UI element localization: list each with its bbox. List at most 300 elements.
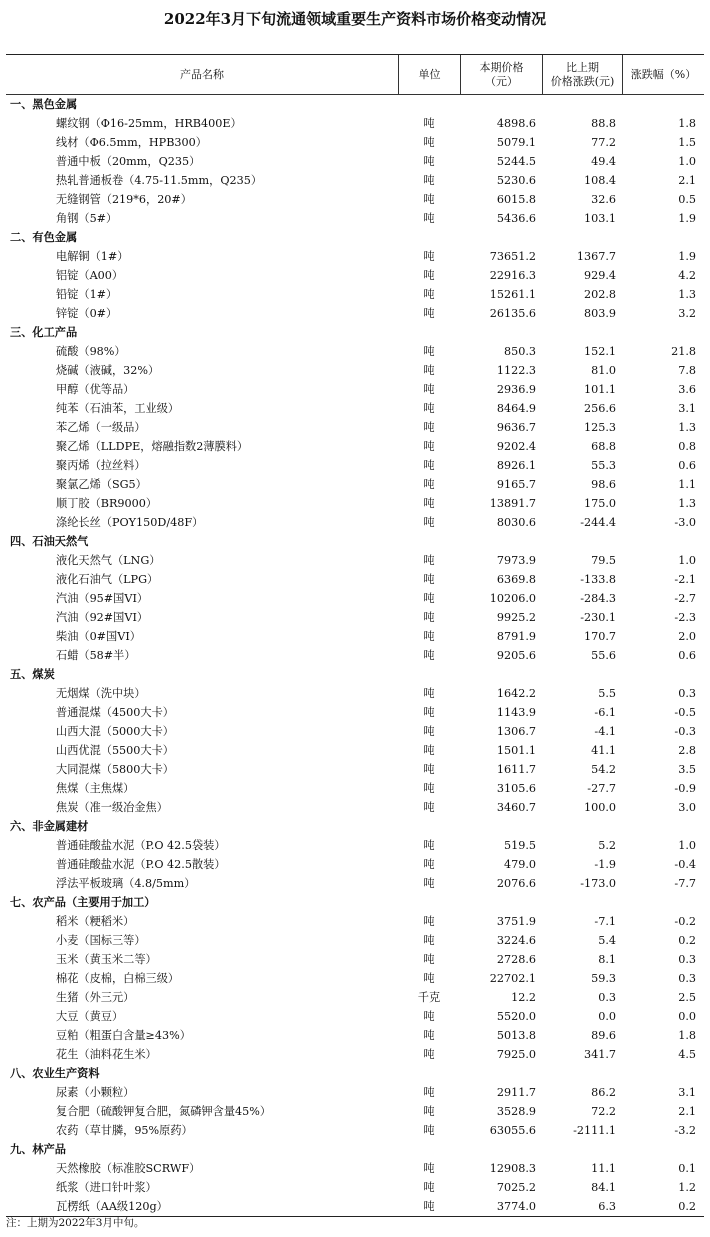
table-row bbox=[6, 798, 704, 817]
change-cell: 6.3 bbox=[598, 1200, 616, 1213]
percent-cell: 1.3 bbox=[678, 288, 696, 301]
table-row bbox=[6, 1197, 704, 1216]
unit-cell bbox=[398, 95, 460, 114]
product-name: 棉花（皮棉，白棉三级） bbox=[56, 972, 180, 985]
table-row bbox=[6, 836, 704, 855]
product-name: 焦炭（准一级冶金焦） bbox=[56, 801, 168, 814]
change-cell: 11.1 bbox=[591, 1162, 616, 1175]
product-name: 铝锭（A00） bbox=[56, 269, 124, 282]
table-row bbox=[6, 361, 704, 380]
product-name: 纯苯（石油苯，工业级） bbox=[56, 402, 180, 415]
percent-cell bbox=[622, 95, 704, 114]
product-name: 烧碱（液碱，32%） bbox=[56, 364, 160, 377]
price-cell: 1143.9 bbox=[496, 706, 536, 719]
change-cell: -27.7 bbox=[587, 782, 616, 795]
unit-cell: 吨 bbox=[423, 1029, 435, 1042]
price-cell: 7973.9 bbox=[496, 554, 536, 567]
category-name: 八、农业生产资料 bbox=[10, 1066, 100, 1080]
category-row bbox=[6, 1140, 704, 1159]
change-cell bbox=[542, 893, 622, 912]
unit-cell: 吨 bbox=[423, 554, 435, 567]
price-cell: 22702.1 bbox=[489, 972, 536, 985]
percent-cell: 4.5 bbox=[678, 1048, 696, 1061]
table-row bbox=[6, 380, 704, 399]
table-row bbox=[6, 646, 704, 665]
percent-cell: 0.3 bbox=[678, 687, 696, 700]
percent-cell bbox=[622, 228, 704, 247]
percent-cell: 1.5 bbox=[678, 136, 696, 149]
change-cell: 72.2 bbox=[591, 1105, 616, 1118]
product-name: 生猪（外三元） bbox=[56, 991, 135, 1004]
change-cell bbox=[542, 1140, 622, 1159]
unit-cell: 吨 bbox=[423, 1200, 435, 1213]
percent-cell: 0.8 bbox=[678, 440, 696, 453]
price-cell: 7925.0 bbox=[496, 1048, 536, 1061]
header-price-change bbox=[542, 55, 622, 94]
change-cell: 41.1 bbox=[591, 744, 616, 757]
product-name: 浮法平板玻璃（4.8/5mm） bbox=[56, 877, 196, 890]
percent-cell: -0.4 bbox=[674, 858, 696, 871]
price-cell: 2728.6 bbox=[496, 953, 536, 966]
price-cell: 15261.1 bbox=[489, 288, 536, 301]
change-cell: 0.0 bbox=[598, 1010, 616, 1023]
percent-cell: -2.3 bbox=[674, 611, 696, 624]
change-cell: 81.0 bbox=[591, 364, 616, 377]
product-name: 纸浆（进口针叶浆） bbox=[56, 1181, 157, 1194]
change-cell bbox=[542, 1064, 622, 1083]
change-cell: 5.5 bbox=[598, 687, 616, 700]
unit-cell: 吨 bbox=[423, 440, 435, 453]
price-cell: 4898.6 bbox=[496, 117, 536, 130]
price-cell: 1642.2 bbox=[496, 687, 536, 700]
table-row bbox=[6, 551, 704, 570]
category-row bbox=[6, 893, 704, 912]
change-cell bbox=[542, 323, 622, 342]
price-cell: 3224.6 bbox=[496, 934, 536, 947]
product-name: 尿素（小颗粒） bbox=[56, 1086, 135, 1099]
unit-cell: 吨 bbox=[423, 687, 435, 700]
unit-cell: 吨 bbox=[423, 1124, 435, 1137]
price-cell bbox=[460, 665, 542, 684]
category-name: 五、煤炭 bbox=[10, 667, 55, 681]
table-row bbox=[6, 513, 704, 532]
unit-cell: 吨 bbox=[423, 383, 435, 396]
price-cell: 3751.9 bbox=[496, 915, 536, 928]
price-cell: 13891.7 bbox=[489, 497, 536, 510]
change-cell: -230.1 bbox=[580, 611, 616, 624]
percent-cell: 4.2 bbox=[678, 269, 696, 282]
unit-cell: 吨 bbox=[423, 801, 435, 814]
unit-cell: 吨 bbox=[423, 345, 435, 358]
table-row bbox=[6, 494, 704, 513]
price-cell: 479.0 bbox=[503, 858, 536, 871]
price-cell: 519.5 bbox=[503, 839, 536, 852]
change-cell: 5.4 bbox=[598, 934, 616, 947]
price-cell: 9636.7 bbox=[496, 421, 536, 434]
price-cell: 6369.8 bbox=[496, 573, 536, 586]
change-cell: 101.1 bbox=[583, 383, 616, 396]
price-cell bbox=[460, 817, 542, 836]
change-cell: 8.1 bbox=[598, 953, 616, 966]
category-row bbox=[6, 323, 704, 342]
percent-cell bbox=[622, 1140, 704, 1159]
product-name: 聚氯乙烯（SG5） bbox=[56, 478, 147, 491]
price-cell: 9205.6 bbox=[496, 649, 536, 662]
percent-cell bbox=[622, 323, 704, 342]
change-cell: 103.1 bbox=[583, 212, 616, 225]
product-name: 小麦（国标三等） bbox=[56, 934, 146, 947]
price-cell bbox=[460, 893, 542, 912]
unit-cell bbox=[398, 532, 460, 551]
product-name: 稻米（粳稻米） bbox=[56, 915, 135, 928]
unit-cell: 吨 bbox=[423, 839, 435, 852]
change-cell: -133.8 bbox=[580, 573, 616, 586]
percent-cell bbox=[622, 817, 704, 836]
table-header bbox=[6, 55, 704, 95]
unit-cell: 吨 bbox=[423, 1010, 435, 1023]
product-name: 汽油（92#国VI） bbox=[56, 611, 149, 624]
unit-cell: 吨 bbox=[423, 402, 435, 415]
change-cell: 5.2 bbox=[598, 839, 616, 852]
unit-cell: 吨 bbox=[423, 744, 435, 757]
header-change-percent: 涨跌幅（%） bbox=[622, 55, 704, 94]
change-cell: 175.0 bbox=[583, 497, 616, 510]
unit-cell: 吨 bbox=[423, 516, 435, 529]
price-cell: 2076.6 bbox=[496, 877, 536, 890]
product-name: 玉米（黄玉米二等） bbox=[56, 953, 157, 966]
table-row bbox=[6, 1102, 704, 1121]
product-name: 普通中板（20mm，Q235） bbox=[56, 155, 201, 168]
product-name: 天然橡胶（标准胶SCRWF） bbox=[56, 1162, 201, 1175]
percent-cell: 7.8 bbox=[678, 364, 696, 377]
price-cell bbox=[460, 532, 542, 551]
change-cell: 256.6 bbox=[583, 402, 616, 415]
table-row bbox=[6, 342, 704, 361]
unit-cell bbox=[398, 1140, 460, 1159]
category-row bbox=[6, 532, 704, 551]
table-row bbox=[6, 627, 704, 646]
percent-cell: -0.5 bbox=[674, 706, 696, 719]
product-name: 硫酸（98%） bbox=[56, 345, 126, 358]
unit-cell: 吨 bbox=[423, 117, 435, 130]
product-name: 大同混煤（5800大卡） bbox=[56, 763, 174, 776]
product-name: 热轧普通板卷（4.75-11.5mm，Q235） bbox=[56, 174, 263, 187]
percent-cell: 1.9 bbox=[678, 250, 696, 263]
percent-cell: -3.2 bbox=[674, 1124, 696, 1137]
price-cell: 8464.9 bbox=[496, 402, 536, 415]
percent-cell: 2.0 bbox=[678, 630, 696, 643]
price-cell: 5230.6 bbox=[496, 174, 536, 187]
unit-cell: 吨 bbox=[423, 573, 435, 586]
unit-cell: 吨 bbox=[423, 782, 435, 795]
percent-cell: 3.0 bbox=[678, 801, 696, 814]
price-cell: 1501.1 bbox=[496, 744, 536, 757]
product-name: 瓦楞纸（AA级120g） bbox=[56, 1200, 168, 1213]
change-cell: 98.6 bbox=[591, 478, 616, 491]
price-cell: 5436.6 bbox=[496, 212, 536, 225]
price-cell: 2911.7 bbox=[496, 1086, 536, 1099]
table-row bbox=[6, 722, 704, 741]
change-cell: -284.3 bbox=[580, 592, 616, 605]
percent-cell: 1.3 bbox=[678, 497, 696, 510]
percent-cell bbox=[622, 893, 704, 912]
percent-cell: 21.8 bbox=[671, 345, 696, 358]
unit-cell: 吨 bbox=[423, 155, 435, 168]
percent-cell: 0.1 bbox=[678, 1162, 696, 1175]
category-name: 六、非金属建材 bbox=[10, 819, 89, 833]
change-cell: 170.7 bbox=[583, 630, 616, 643]
percent-cell: 0.2 bbox=[678, 934, 696, 947]
percent-cell: -7.7 bbox=[674, 877, 696, 890]
table-row bbox=[6, 779, 704, 798]
change-cell: 88.8 bbox=[591, 117, 616, 130]
percent-cell: 1.1 bbox=[678, 478, 696, 491]
percent-cell: 1.0 bbox=[678, 839, 696, 852]
unit-cell: 吨 bbox=[423, 763, 435, 776]
table-row bbox=[6, 456, 704, 475]
price-cell: 3528.9 bbox=[496, 1105, 536, 1118]
table-row bbox=[6, 1121, 704, 1140]
change-cell: -244.4 bbox=[580, 516, 616, 529]
price-cell: 850.3 bbox=[503, 345, 536, 358]
change-cell: 86.2 bbox=[591, 1086, 616, 1099]
percent-cell: 3.5 bbox=[678, 763, 696, 776]
percent-cell: -2.7 bbox=[674, 592, 696, 605]
product-name: 锌锭（0#） bbox=[56, 307, 118, 320]
change-cell: 68.8 bbox=[591, 440, 616, 453]
change-cell: 152.1 bbox=[583, 345, 616, 358]
change-cell: -173.0 bbox=[580, 877, 616, 890]
unit-cell: 吨 bbox=[423, 497, 435, 510]
price-cell: 63055.6 bbox=[489, 1124, 536, 1137]
unit-cell: 吨 bbox=[423, 421, 435, 434]
change-cell: 0.3 bbox=[598, 991, 616, 1004]
product-name: 花生（油料花生米） bbox=[56, 1048, 157, 1061]
table-row bbox=[6, 475, 704, 494]
unit-cell bbox=[398, 323, 460, 342]
table-row bbox=[6, 418, 704, 437]
product-name: 山西优混（5500大卡） bbox=[56, 744, 174, 757]
category-row bbox=[6, 95, 704, 114]
category-row bbox=[6, 1064, 704, 1083]
table-row bbox=[6, 190, 704, 209]
price-cell: 12.2 bbox=[511, 991, 536, 1004]
unit-cell: 吨 bbox=[423, 592, 435, 605]
price-cell: 5520.0 bbox=[496, 1010, 536, 1023]
change-cell: 49.4 bbox=[591, 155, 616, 168]
product-name: 普通硅酸盐水泥（P.O 42.5散装） bbox=[56, 858, 226, 871]
change-cell: 1367.7 bbox=[576, 250, 616, 263]
table-row bbox=[6, 1007, 704, 1026]
unit-cell: 吨 bbox=[423, 212, 435, 225]
price-table bbox=[6, 54, 704, 1217]
change-cell: 84.1 bbox=[591, 1181, 616, 1194]
header-current-price bbox=[460, 55, 542, 94]
unit-cell: 吨 bbox=[423, 934, 435, 947]
unit-cell: 吨 bbox=[423, 1048, 435, 1061]
product-name: 聚乙烯（LLDPE，熔融指数2薄膜料） bbox=[56, 440, 249, 453]
change-cell: 77.2 bbox=[591, 136, 616, 149]
table-row bbox=[6, 247, 704, 266]
product-name: 涤纶长丝（POY150D/48F） bbox=[56, 516, 204, 529]
price-cell: 3460.7 bbox=[496, 801, 536, 814]
price-cell: 1306.7 bbox=[496, 725, 536, 738]
unit-cell: 吨 bbox=[423, 1105, 435, 1118]
product-name: 山西大混（5000大卡） bbox=[56, 725, 174, 738]
table-row bbox=[6, 703, 704, 722]
unit-cell: 吨 bbox=[423, 364, 435, 377]
product-name: 无烟煤（洗中块） bbox=[56, 687, 146, 700]
change-cell: 54.2 bbox=[591, 763, 616, 776]
change-cell bbox=[542, 95, 622, 114]
table-row bbox=[6, 684, 704, 703]
price-cell: 8030.6 bbox=[496, 516, 536, 529]
percent-cell: 0.0 bbox=[678, 1010, 696, 1023]
unit-cell: 吨 bbox=[423, 1181, 435, 1194]
unit-cell: 吨 bbox=[423, 1162, 435, 1175]
table-row bbox=[6, 874, 704, 893]
percent-cell: 3.2 bbox=[678, 307, 696, 320]
header-current-price-label: 本期价格 （元） bbox=[479, 60, 524, 88]
header-unit: 单位 bbox=[398, 55, 460, 94]
unit-cell: 吨 bbox=[423, 136, 435, 149]
unit-cell: 吨 bbox=[423, 307, 435, 320]
category-row bbox=[6, 817, 704, 836]
product-name: 甲醇（优等品） bbox=[56, 383, 135, 396]
change-cell: -2111.1 bbox=[573, 1124, 616, 1137]
table-row bbox=[6, 133, 704, 152]
product-name: 普通硅酸盐水泥（P.O 42.5袋装） bbox=[56, 839, 226, 852]
price-cell: 3774.0 bbox=[496, 1200, 536, 1213]
change-cell bbox=[542, 817, 622, 836]
table-row bbox=[6, 912, 704, 931]
unit-cell: 吨 bbox=[423, 193, 435, 206]
category-name: 九、林产品 bbox=[10, 1142, 66, 1156]
percent-cell: 1.0 bbox=[678, 155, 696, 168]
change-cell: 125.3 bbox=[583, 421, 616, 434]
percent-cell: -0.3 bbox=[674, 725, 696, 738]
change-cell: 55.6 bbox=[591, 649, 616, 662]
footnote: 注：上期为2022年3月中旬。 bbox=[6, 1217, 145, 1229]
table-row bbox=[6, 1026, 704, 1045]
percent-cell: 0.3 bbox=[678, 972, 696, 985]
table-row bbox=[6, 1178, 704, 1197]
price-cell: 26135.6 bbox=[489, 307, 536, 320]
unit-cell: 吨 bbox=[423, 174, 435, 187]
change-cell: 100.0 bbox=[583, 801, 616, 814]
category-name: 四、石油天然气 bbox=[10, 534, 89, 548]
percent-cell: -2.1 bbox=[674, 573, 696, 586]
price-cell: 9925.2 bbox=[496, 611, 536, 624]
product-name: 焦煤（主焦煤） bbox=[56, 782, 135, 795]
price-cell: 6015.8 bbox=[496, 193, 536, 206]
change-cell: -7.1 bbox=[594, 915, 616, 928]
price-cell bbox=[460, 323, 542, 342]
product-name: 复合肥（硫酸钾复合肥，氮磷钾含量45%） bbox=[56, 1105, 272, 1118]
table-row bbox=[6, 209, 704, 228]
table-row bbox=[6, 760, 704, 779]
price-cell: 3105.6 bbox=[496, 782, 536, 795]
percent-cell: 1.8 bbox=[678, 117, 696, 130]
product-name: 角钢（5#） bbox=[56, 212, 118, 225]
unit-cell bbox=[398, 1064, 460, 1083]
product-name: 农药（草甘膦，95%原药） bbox=[56, 1124, 193, 1137]
change-cell: 929.4 bbox=[583, 269, 616, 282]
unit-cell bbox=[398, 228, 460, 247]
table-row bbox=[6, 437, 704, 456]
unit-cell: 千克 bbox=[417, 991, 441, 1004]
percent-cell bbox=[622, 532, 704, 551]
unit-cell: 吨 bbox=[423, 1086, 435, 1099]
change-cell: -1.9 bbox=[594, 858, 616, 871]
change-cell bbox=[542, 228, 622, 247]
product-name: 电解铜（1#） bbox=[56, 250, 129, 263]
header-price-change-label: 比上期 价格涨跌(元) bbox=[550, 60, 615, 88]
unit-cell: 吨 bbox=[423, 649, 435, 662]
table-row bbox=[6, 304, 704, 323]
table-row bbox=[6, 741, 704, 760]
unit-cell: 吨 bbox=[423, 706, 435, 719]
percent-cell: 3.6 bbox=[678, 383, 696, 396]
percent-cell: 1.9 bbox=[678, 212, 696, 225]
table-body bbox=[6, 95, 704, 1216]
price-cell: 10206.0 bbox=[489, 592, 536, 605]
unit-cell: 吨 bbox=[423, 953, 435, 966]
product-name: 顺丁胶（BR9000） bbox=[56, 497, 158, 510]
category-row bbox=[6, 228, 704, 247]
table-row bbox=[6, 399, 704, 418]
change-cell: 341.7 bbox=[583, 1048, 616, 1061]
table-row bbox=[6, 1083, 704, 1102]
unit-cell: 吨 bbox=[423, 972, 435, 985]
unit-cell bbox=[398, 665, 460, 684]
table-row bbox=[6, 1045, 704, 1064]
price-cell bbox=[460, 1140, 542, 1159]
percent-cell bbox=[622, 1064, 704, 1083]
product-name: 铅锭（1#） bbox=[56, 288, 118, 301]
table-row bbox=[6, 950, 704, 969]
price-cell: 5013.8 bbox=[496, 1029, 536, 1042]
percent-cell: 1.8 bbox=[678, 1029, 696, 1042]
table-row bbox=[6, 988, 704, 1007]
change-cell: 108.4 bbox=[583, 174, 616, 187]
product-name: 石蜡（58#半） bbox=[56, 649, 136, 662]
percent-cell: 2.1 bbox=[678, 174, 696, 187]
percent-cell: 0.6 bbox=[678, 649, 696, 662]
product-name: 大豆（黄豆） bbox=[56, 1010, 124, 1023]
price-cell: 1122.3 bbox=[496, 364, 536, 377]
percent-cell: 1.0 bbox=[678, 554, 696, 567]
product-name: 豆粕（粗蛋白含量≥43%） bbox=[56, 1029, 191, 1042]
table-row bbox=[6, 1159, 704, 1178]
percent-cell: 0.5 bbox=[678, 193, 696, 206]
price-cell: 9202.4 bbox=[496, 440, 536, 453]
change-cell: -4.1 bbox=[594, 725, 616, 738]
percent-cell bbox=[622, 665, 704, 684]
change-cell: 32.6 bbox=[591, 193, 616, 206]
product-name: 柴油（0#国VI） bbox=[56, 630, 141, 643]
product-name: 汽油（95#国VI） bbox=[56, 592, 149, 605]
price-cell: 5079.1 bbox=[496, 136, 536, 149]
price-cell: 8926.1 bbox=[496, 459, 536, 472]
price-cell bbox=[460, 228, 542, 247]
category-name: 三、化工产品 bbox=[10, 325, 78, 339]
table-row bbox=[6, 570, 704, 589]
product-name: 螺纹钢（Φ16-25mm，HRB400E） bbox=[56, 117, 242, 130]
category-name: 二、有色金属 bbox=[10, 230, 78, 244]
change-cell: 55.3 bbox=[591, 459, 616, 472]
price-cell: 5244.5 bbox=[496, 155, 536, 168]
